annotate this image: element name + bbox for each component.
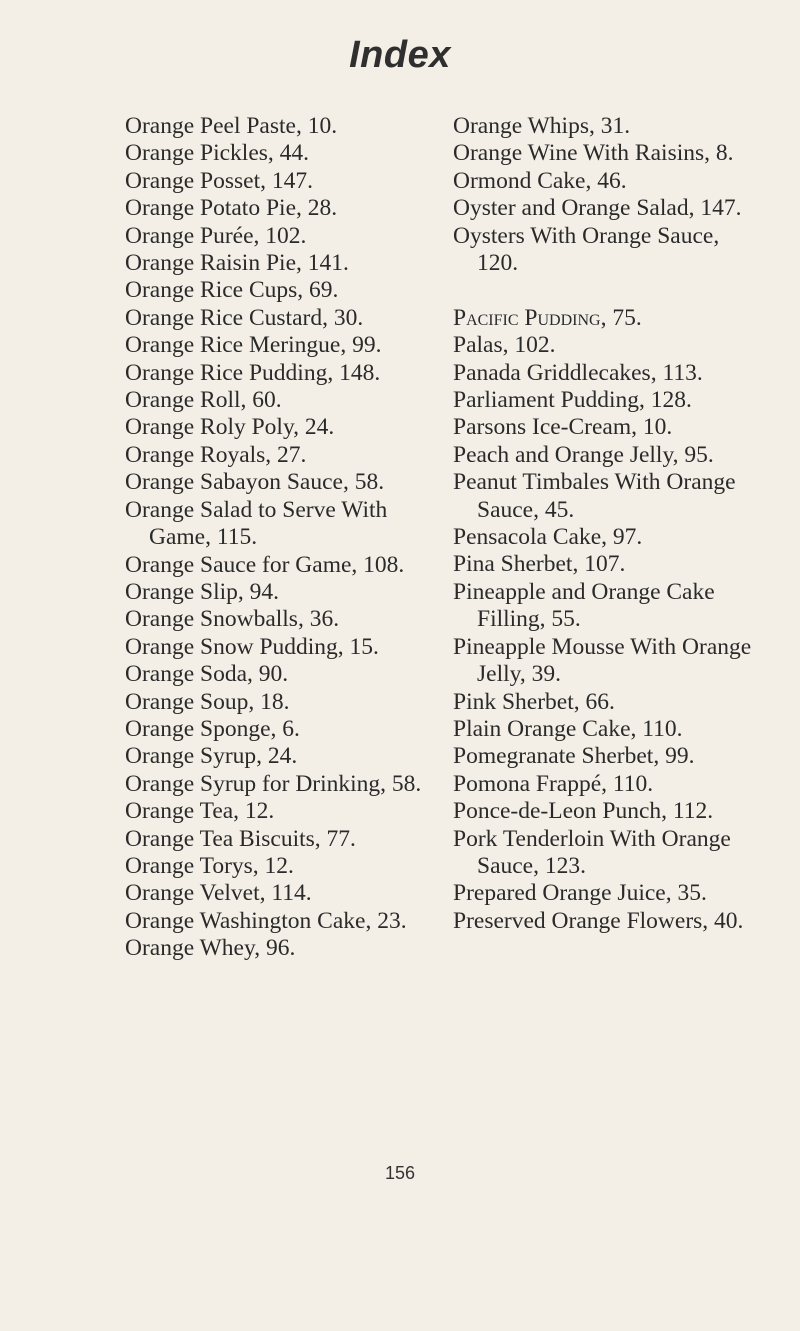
index-entry: Oysters With Orange Sauce, 120. [453, 222, 720, 277]
index-column-left [125, 113, 425, 963]
index-entry: Orange Soda, 90. [125, 661, 289, 688]
index-entry: Pomegranate Sherbet, 99. [453, 743, 695, 770]
index-entry: Orange Washington Cake, 23. [125, 907, 407, 934]
index-column-right [453, 113, 753, 935]
index-entry: Pomona Frappé, 110. [453, 770, 654, 797]
index-entry: Orange Peel Paste, 10. [125, 113, 338, 139]
index-entry: Orange Royals, 27. [125, 441, 307, 468]
index-entry: Pensacola Cake, 97. [453, 524, 643, 551]
index-entry: Orange Rice Pudding, 148. [125, 359, 381, 386]
index-entry: Orange Salad to Serve With Game, 115. [125, 496, 388, 551]
index-entry: Palas, 102. [453, 332, 556, 359]
index-entry: Orange Whey, 96. [125, 935, 296, 962]
index-entry: Peanut Timbales With Orange Sauce, 45. [453, 469, 736, 523]
index-entry: Orange Posset, 147. [125, 167, 313, 194]
index-entry: Orange Raisin Pie, 141. [125, 250, 349, 277]
index-entry: Prepared Orange Juice, 35. [453, 880, 707, 907]
index-entry: Orange Whips, 31. [453, 113, 631, 139]
index-entry: Orange Roll, 60. [125, 387, 282, 414]
page-number: 156 [384, 1163, 416, 1183]
index-entry: Orange Sponge, 6. [125, 715, 300, 742]
index-entry: Preserved Orange Flowers, 40. [453, 907, 744, 934]
index-entry: Orange Pickles, 44. [125, 140, 310, 167]
index-entry: Orange Rice Custard, 30. [125, 304, 364, 331]
index-entry: Pina Sherbet, 107. [453, 551, 626, 578]
index-entry: Parsons Ice-Cream, 10. [453, 414, 673, 441]
index-entry: Orange Rice Meringue, 99. [125, 332, 382, 359]
index-entry: Orange Sauce for Game, 108. [125, 551, 405, 578]
index-entry: Oyster and Orange Salad, 147. [453, 195, 742, 222]
index-entry: Orange Tea Biscuits, 77. [125, 825, 356, 852]
index-entry: Orange Snow Pudding, 15. [125, 633, 379, 660]
index-entry: Orange Syrup, 24. [125, 743, 298, 770]
index-entry: Pineapple and Orange Cake Filling, 55. [453, 578, 715, 633]
page-title: Index [349, 34, 451, 76]
index-entry: Orange Sabayon Sauce, 58. [125, 469, 385, 496]
index-entry: Pacific Pudding, 75. [453, 304, 642, 331]
index-entry: Orange Syrup for Drinking, 58. [125, 770, 422, 797]
index-entry: Orange Soup, 18. [125, 688, 290, 715]
section-gap [453, 277, 753, 304]
index-entry: Orange Purée, 102. [125, 222, 307, 249]
index-entry: Plain Orange Cake, 110. [453, 715, 683, 742]
index-entry: Pineapple Mousse With Orange Jelly, 39. [453, 633, 752, 688]
index-entry: Orange Potato Pie, 28. [125, 195, 338, 222]
index-entry: Orange Wine With Raisins, 8. [453, 140, 734, 167]
index-entry: Orange Velvet, 114. [125, 880, 312, 907]
index-entry: Panada Griddlecakes, 113. [453, 359, 703, 386]
index-entry: Orange Tea, 12. [125, 798, 275, 825]
index-entry: Ponce-de-Leon Punch, 112. [453, 798, 714, 825]
index-entry: Orange Roly Poly, 24. [125, 414, 335, 441]
index-entry: Pink Sherbet, 66. [453, 688, 615, 715]
index-entry: Peach and Orange Jelly, 95. [453, 441, 714, 468]
index-entry: Orange Rice Cups, 69. [125, 277, 339, 304]
index-entry: Pork Tenderloin With Orange Sauce, 123. [453, 825, 731, 879]
index-entry: Parliament Pudding, 128. [453, 387, 692, 414]
index-entry: Orange Torys, 12. [125, 852, 294, 879]
index-entry: Orange Snowballs, 36. [125, 606, 340, 633]
index-entry: Orange Slip, 94. [125, 578, 280, 605]
index-entry: Ormond Cake, 46. [453, 167, 627, 194]
